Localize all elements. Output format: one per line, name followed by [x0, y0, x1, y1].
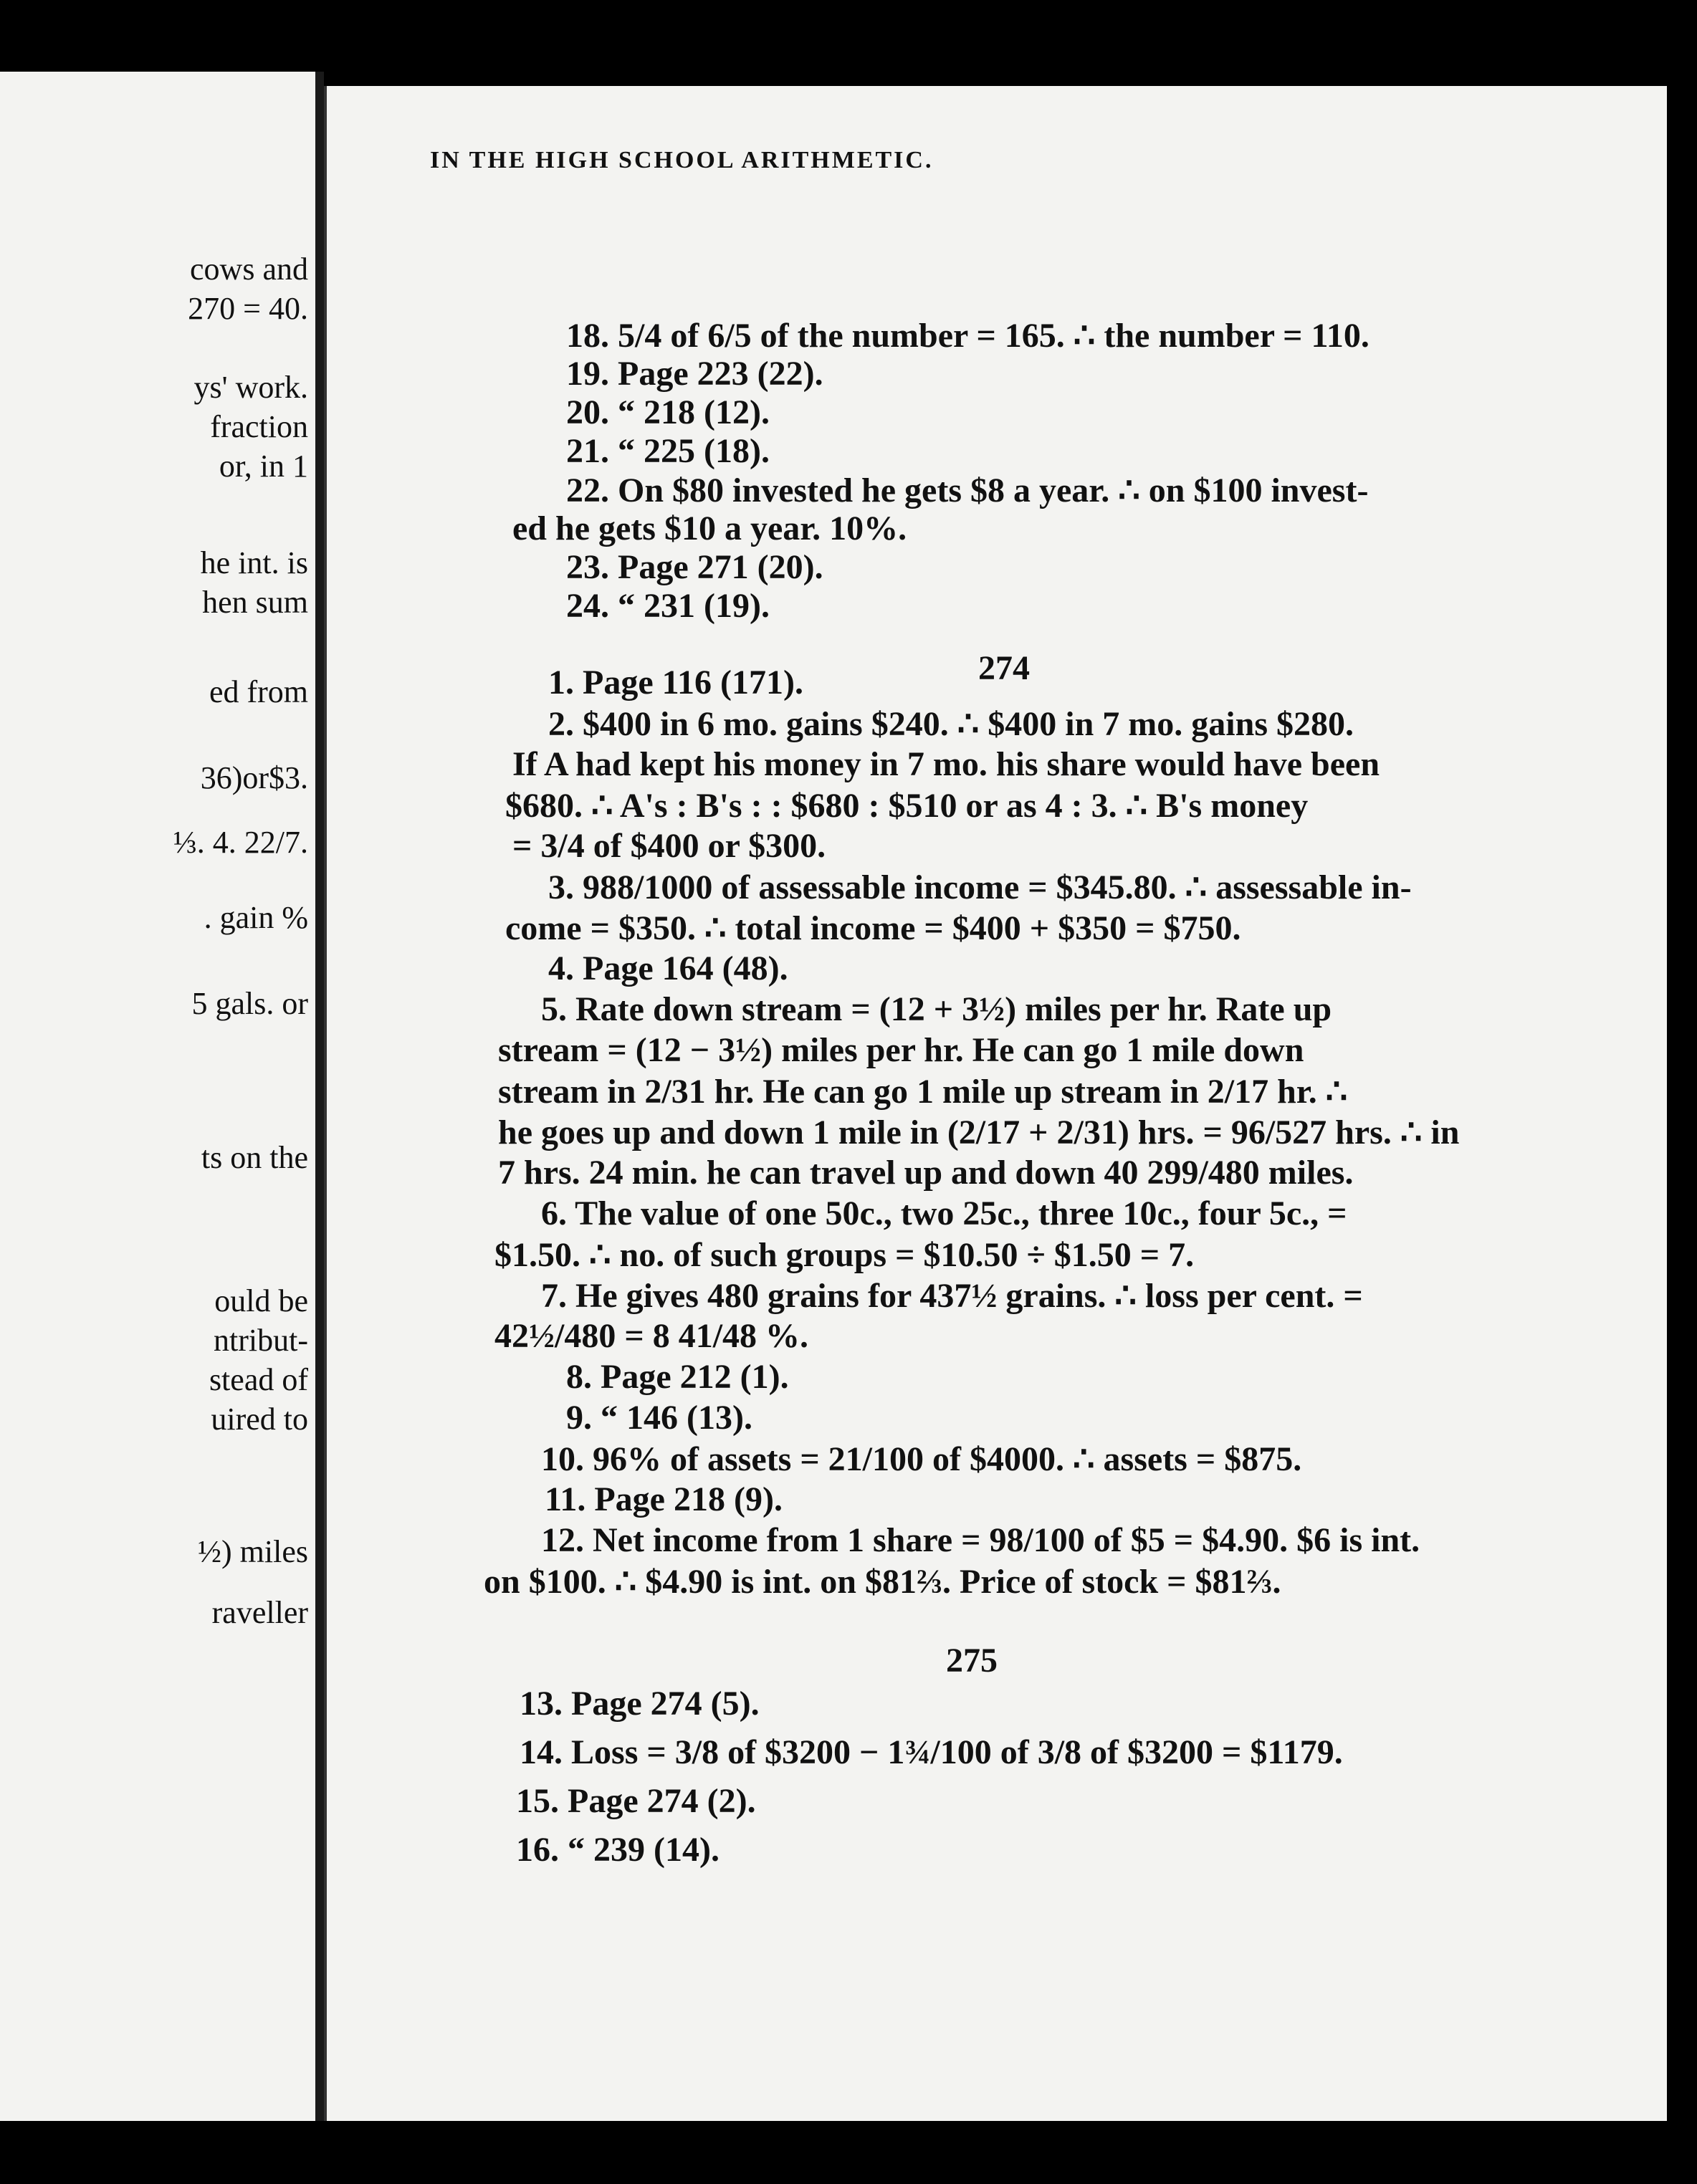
left-page-text-fragment: 5 gals. or — [191, 986, 308, 1021]
answer-line: If A had kept his money in 7 mo. his share would have been — [512, 745, 1380, 783]
left-page-text-fragment: ⅓. 4. 22/7. — [173, 825, 308, 860]
answer-line: = 3/4 of $400 or $300. — [512, 827, 826, 865]
answer-line: stream = (12 − 3½) miles per hr. He can go 1 mile down — [498, 1031, 1304, 1069]
answer-line: 6. The value of one 50c., two 25c., three 10c., four 5c., = — [541, 1194, 1347, 1232]
answer-line: 1. Page 116 (171). — [548, 664, 803, 701]
left-page-text-fragment: 270 = 40. — [188, 291, 308, 326]
answer-line: 2. $400 in 6 mo. gains $240. ∴ $400 in 7 mo. gains $280. — [548, 705, 1354, 743]
answer-line: he goes up and down 1 mile in (2/17 + 2/31) hrs. = 96/527 hrs. ∴ in — [498, 1113, 1460, 1151]
answer-line: 11. Page 218 (9). — [545, 1480, 783, 1518]
answer-line: on $100. ∴ $4.90 is int. on $81⅔. Price of stock = $81⅔. — [484, 1563, 1281, 1601]
answer-line: 21. “ 225 (18). — [566, 432, 770, 470]
answer-line: 16. “ 239 (14). — [516, 1831, 720, 1869]
left-page-text-fragment: . gain % — [204, 900, 308, 935]
answer-line: 7 hrs. 24 min. he can travel up and down 40 299/480 miles. — [498, 1154, 1354, 1192]
left-page-text-fragment: stead of — [209, 1362, 308, 1397]
answer-line: 14. Loss = 3/8 of $3200 − 1¾/100 of 3/8 of $3200 = $1179. — [520, 1733, 1343, 1771]
answer-line: 23. Page 271 (20). — [566, 548, 823, 586]
left-page-text-fragment: ys' work. — [193, 370, 308, 405]
left-page-text-fragment: ½) miles — [198, 1534, 308, 1569]
answer-line: 8. Page 212 (1). — [566, 1358, 789, 1396]
section-number-274: 274 — [978, 649, 1030, 687]
left-page-text-fragment: ts on the — [201, 1140, 308, 1175]
left-page-text-fragment: fraction — [210, 409, 308, 444]
answer-line: 19. Page 223 (22). — [566, 355, 823, 393]
answer-line: 10. 96% of assets = 21/100 of $4000. ∴ assets = $875. — [541, 1440, 1302, 1478]
answer-line: $680. ∴ A's : B's : : $680 : $510 or as 4 : 3. ∴ B's money — [505, 787, 1309, 825]
left-page-text-fragment: ould be — [214, 1283, 308, 1318]
answer-line: 18. 5/4 of 6/5 of the number = 165. ∴ the number = 110. — [566, 317, 1369, 355]
answer-line: 13. Page 274 (5). — [520, 1685, 760, 1723]
answer-line: 24. “ 231 (19). — [566, 587, 770, 625]
answer-line: ed he gets $10 a year. 10%. — [512, 509, 907, 547]
answer-line: 9. “ 146 (13). — [566, 1399, 752, 1437]
answer-line: 4. Page 164 (48). — [548, 949, 788, 987]
left-page-text-fragment: raveller — [211, 1595, 308, 1630]
answer-line: 20. “ 218 (12). — [566, 393, 770, 431]
left-page-text-fragment: cows and — [190, 252, 308, 287]
left-page-text-fragment: ed from — [209, 674, 308, 709]
left-page-text-fragment: uired to — [211, 1402, 308, 1437]
section-number-275: 275 — [946, 1642, 998, 1680]
book-spine — [315, 72, 324, 2178]
scan-border — [0, 2121, 1697, 2184]
answer-line: 22. On $80 invested he gets $8 a year. ∴ on $100 invest- — [566, 471, 1369, 509]
answer-line: 7. He gives 480 grains for 437½ grains. ∴ loss per cent. = — [541, 1277, 1363, 1315]
answer-line: 12. Net income from 1 share = 98/100 of $5 = $4.90. $6 is int. — [541, 1521, 1420, 1559]
answer-line: come = $350. ∴ total income = $400 + $350 = $750. — [505, 909, 1241, 947]
left-page-text-fragment: 36)or$3. — [200, 760, 308, 795]
answer-line: 15. Page 274 (2). — [516, 1782, 756, 1820]
left-page — [0, 72, 315, 2178]
answer-line: 42½/480 = 8 41/48 %. — [494, 1317, 809, 1355]
left-page-text-fragment: he int. is — [200, 545, 308, 580]
answer-line: stream in 2/31 hr. He can go 1 mile up stream in 2/17 hr. ∴ — [498, 1073, 1348, 1111]
left-page-text-fragment: hen sum — [202, 585, 308, 620]
answer-line: $1.50. ∴ no. of such groups = $10.50 ÷ $1.50 = 7. — [494, 1236, 1195, 1274]
running-head: IN THE HIGH SCHOOL ARITHMETIC. — [430, 147, 934, 173]
answer-line: 3. 988/1000 of assessable income = $345.80. ∴ assessable in- — [548, 868, 1412, 906]
answer-line: 5. Rate down stream = (12 + 3½) miles per hr. Rate up — [541, 990, 1332, 1028]
left-page-text-fragment: ntribut- — [214, 1323, 308, 1358]
left-page-text-fragment: or, in 1 — [219, 449, 308, 484]
